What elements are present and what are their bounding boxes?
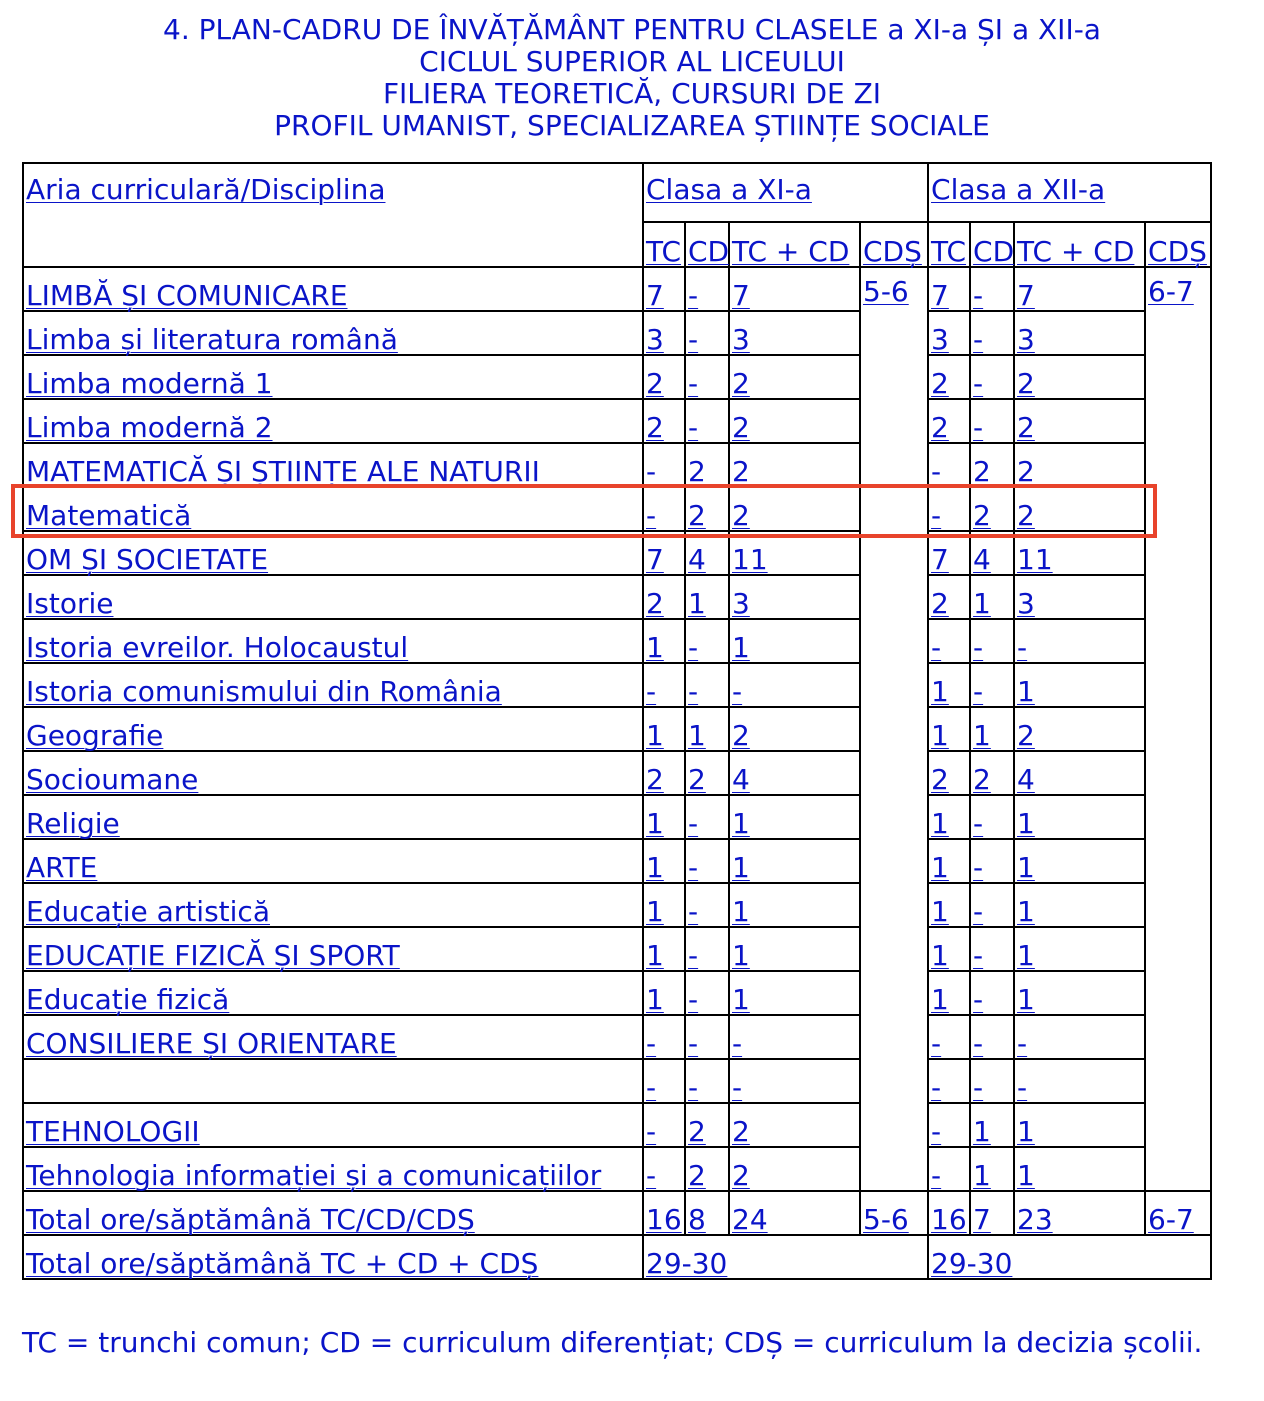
c12-tc-header: TC: [928, 222, 970, 267]
total-c11-cell: 5-6: [860, 1191, 928, 1235]
c11-cell: 2: [685, 1147, 729, 1191]
c11-cell: -: [685, 1059, 729, 1103]
row-label: TEHNOLOGII: [23, 1103, 643, 1147]
row-label: Educație artistică: [23, 883, 643, 927]
c12-cell: 1: [1014, 839, 1145, 883]
total-c11-cell: 16: [643, 1191, 685, 1235]
table-row: [23, 707, 1211, 751]
row-label: Geografie: [23, 707, 643, 751]
c12-cell: -: [970, 311, 1014, 355]
row-label: MATEMATICĂ ȘI ȘTIINȚE ALE NATURII: [23, 443, 643, 487]
c12-cell: -: [928, 487, 970, 531]
table-row: [23, 795, 1211, 839]
table-row: [23, 1059, 1211, 1103]
c11-cell: 2: [685, 443, 729, 487]
c11-cell: 2: [729, 1103, 860, 1147]
c12-cell: 3: [1014, 575, 1145, 619]
c11-cell: 1: [643, 619, 685, 663]
c12-cell: 1: [970, 1103, 1014, 1147]
c12-cell: 1: [1014, 795, 1145, 839]
table-row: [23, 1015, 1211, 1059]
c11-cell: -: [685, 399, 729, 443]
row-label: Limba modernă 2: [23, 399, 643, 443]
grand-total-row: [23, 1235, 1211, 1279]
c11-cell: 1: [729, 795, 860, 839]
c11-cell: -: [643, 1103, 685, 1147]
c12-cell: -: [970, 1059, 1014, 1103]
c11-cell: 1: [643, 795, 685, 839]
c12-cell: 1: [928, 839, 970, 883]
c11-cell: 2: [685, 487, 729, 531]
table-row: [23, 355, 1211, 399]
c12-cell: 1: [970, 575, 1014, 619]
c12-cds-cell: 6-7: [1145, 267, 1211, 1191]
row-label: Educație fizică: [23, 971, 643, 1015]
c11-cell: 2: [729, 355, 860, 399]
c11-cell: -: [643, 1059, 685, 1103]
c11-cell: 1: [643, 839, 685, 883]
c12-cell: 1: [1014, 971, 1145, 1015]
c11-cell: 2: [643, 575, 685, 619]
c11-cell: 4: [685, 531, 729, 575]
c12-cell: -: [970, 883, 1014, 927]
c11-cell: 3: [729, 311, 860, 355]
c11-tccd-header: TC + CD: [729, 222, 860, 267]
c12-cell: -: [928, 619, 970, 663]
row-label: Socioumane: [23, 751, 643, 795]
class11-header: Clasa a XI-a: [643, 163, 928, 222]
table-row: [23, 927, 1211, 971]
c12-cell: 1: [1014, 1103, 1145, 1147]
c12-cell: 3: [1014, 311, 1145, 355]
table-row: [23, 1103, 1211, 1147]
c11-cds-cell: 5-6: [860, 267, 928, 1191]
title-line-3: FILIERA TEORETICĂ, CURSURI DE ZI: [382, 77, 882, 110]
c11-cell: 2: [685, 751, 729, 795]
c11-cell: 7: [643, 531, 685, 575]
c11-cell: 1: [729, 971, 860, 1015]
c12-cell: 2: [928, 751, 970, 795]
c11-cell: 7: [643, 267, 685, 311]
c11-cell: 1: [643, 927, 685, 971]
c11-cell: 1: [729, 883, 860, 927]
c11-cell: -: [643, 443, 685, 487]
total-c12-cell: 7: [970, 1191, 1014, 1235]
table-row: [23, 883, 1211, 927]
total-c12-cell: 23: [1014, 1191, 1145, 1235]
c11-cell: 4: [729, 751, 860, 795]
row-label: EDUCAȚIE FIZICĂ ȘI SPORT: [23, 927, 643, 971]
c12-cell: -: [970, 399, 1014, 443]
table-row: [23, 971, 1211, 1015]
c11-cell: 3: [643, 311, 685, 355]
c11-cell: 2: [643, 751, 685, 795]
c11-cell: -: [729, 1015, 860, 1059]
row-label: Limba și literatura română: [23, 311, 643, 355]
c11-cell: -: [643, 1015, 685, 1059]
c11-cell: 1: [729, 619, 860, 663]
total-c12-cell: 16: [928, 1191, 970, 1235]
table-row: [23, 751, 1211, 795]
c11-cell: -: [685, 839, 729, 883]
c11-cell: 11: [729, 531, 860, 575]
table-row: [23, 839, 1211, 883]
c12-cell: -: [970, 267, 1014, 311]
c11-cell: -: [685, 311, 729, 355]
row-label: Istorie: [23, 575, 643, 619]
table-row: [23, 575, 1211, 619]
c11-cell: 2: [643, 399, 685, 443]
c11-cell: -: [685, 267, 729, 311]
c11-cd-header: CD: [685, 222, 729, 267]
c12-cell: 2: [1014, 487, 1145, 531]
c11-cell: 2: [729, 399, 860, 443]
c11-cell: 1: [643, 883, 685, 927]
c12-cell: -: [928, 1147, 970, 1191]
c11-cell: 2: [685, 1103, 729, 1147]
c12-cell: 2: [928, 355, 970, 399]
c12-cell: -: [970, 795, 1014, 839]
c12-cds-header: CDȘ: [1145, 222, 1211, 267]
c11-cell: 7: [729, 267, 860, 311]
table-row: [23, 1147, 1211, 1191]
c11-cell: 1: [643, 707, 685, 751]
total-c11-cell: 24: [729, 1191, 860, 1235]
c12-cell: 2: [970, 443, 1014, 487]
table-row: [23, 487, 1211, 531]
c11-cell: 3: [729, 575, 860, 619]
c12-cell: 3: [928, 311, 970, 355]
title-line-4: PROFIL UMANIST, SPECIALIZAREA ȘTIINȚE SOCIALE: [274, 109, 990, 142]
c12-cell: 7: [928, 531, 970, 575]
c12-cell: 2: [1014, 443, 1145, 487]
c12-cell: 1: [928, 707, 970, 751]
c12-cell: 7: [928, 267, 970, 311]
c11-cell: 2: [729, 707, 860, 751]
footnote: TC = trunchi comun; CD = curriculum diferențiat; CDȘ = curriculum la decizia școlii.: [22, 1326, 1203, 1359]
c11-cell: 2: [729, 1147, 860, 1191]
c11-cell: 2: [643, 355, 685, 399]
row-label: LIMBĂ ȘI COMUNICARE: [23, 267, 643, 311]
title-line-1: 4. PLAN-CADRU DE ÎNVĂȚĂMÂNT PENTRU CLASELE a XI-a ȘI a XII-a: [163, 13, 1101, 46]
c11-cell: -: [685, 971, 729, 1015]
c12-tccd-header: TC + CD: [1014, 222, 1145, 267]
total-c11-cell: 8: [685, 1191, 729, 1235]
c12-cell: 4: [1014, 751, 1145, 795]
document-title: [0, 14, 1264, 142]
c12-cell: -: [970, 927, 1014, 971]
c11-cell: -: [685, 883, 729, 927]
grand-total-c12: 29-30: [928, 1235, 1211, 1279]
c12-cell: -: [970, 355, 1014, 399]
c11-cell: -: [685, 927, 729, 971]
row-label: Religie: [23, 795, 643, 839]
row-label: Matematică: [23, 487, 643, 531]
title-line-2: CICLUL SUPERIOR AL LICEULUI: [419, 45, 845, 78]
c12-cell: -: [1014, 1059, 1145, 1103]
c12-cell: 2: [970, 751, 1014, 795]
c12-cell: 1: [928, 795, 970, 839]
c12-cell: -: [1014, 1015, 1145, 1059]
total-c12-cell: 6-7: [1145, 1191, 1211, 1235]
c12-cell: -: [970, 971, 1014, 1015]
table-row: [23, 267, 1211, 311]
c11-cell: -: [685, 1015, 729, 1059]
c11-tc-header: TC: [643, 222, 685, 267]
c11-cell: 1: [685, 707, 729, 751]
c12-cell: 7: [1014, 267, 1145, 311]
c11-cell: -: [729, 1059, 860, 1103]
table-row: [23, 311, 1211, 355]
c12-cell: 1: [928, 971, 970, 1015]
c12-cell: 2: [1014, 707, 1145, 751]
c11-cell: -: [685, 663, 729, 707]
c12-cell: -: [970, 1015, 1014, 1059]
c12-cell: 1: [928, 663, 970, 707]
header-row-classes: [23, 163, 1211, 222]
c12-cell: 2: [1014, 355, 1145, 399]
c12-cell: -: [1014, 619, 1145, 663]
c12-cell: -: [928, 1015, 970, 1059]
row-label: CONSILIERE ȘI ORIENTARE: [23, 1015, 643, 1059]
c12-cell: 1: [1014, 927, 1145, 971]
c12-cell: 2: [928, 399, 970, 443]
grand-total-c11: 29-30: [643, 1235, 928, 1279]
c12-cell: 1: [970, 707, 1014, 751]
c12-cell: 2: [970, 487, 1014, 531]
c11-cell: 1: [729, 927, 860, 971]
table-row: [23, 619, 1211, 663]
table-row: [23, 663, 1211, 707]
c11-cell: -: [643, 1147, 685, 1191]
curriculum-table: [22, 162, 1212, 1280]
c11-cell: -: [685, 619, 729, 663]
row-label: ARTE: [23, 839, 643, 883]
c11-cell: 1: [643, 971, 685, 1015]
total-label: Total ore/săptămână TC/CD/CDȘ: [23, 1191, 643, 1235]
row-label: OM ȘI SOCIETATE: [23, 531, 643, 575]
table-row: [23, 531, 1211, 575]
c11-cell: -: [643, 487, 685, 531]
c11-cell: -: [685, 355, 729, 399]
table-row: [23, 399, 1211, 443]
row-label: Istoria comunismului din România: [23, 663, 643, 707]
c12-cell: 11: [1014, 531, 1145, 575]
c12-cell: 4: [970, 531, 1014, 575]
c12-cell: 2: [928, 575, 970, 619]
total-row: [23, 1191, 1211, 1235]
row-label: Limba modernă 1: [23, 355, 643, 399]
c12-cell: -: [970, 839, 1014, 883]
c12-cell: 1: [970, 1147, 1014, 1191]
c11-cell: 2: [729, 443, 860, 487]
c11-cell: -: [685, 795, 729, 839]
c11-cell: -: [729, 663, 860, 707]
c12-cell: -: [970, 619, 1014, 663]
c11-cell: 1: [685, 575, 729, 619]
c11-cds-header: CDȘ: [860, 222, 928, 267]
grand-total-label: Total ore/săptămână TC + CD + CDȘ: [23, 1235, 643, 1279]
c11-cell: 2: [729, 487, 860, 531]
table-row: [23, 443, 1211, 487]
row-label: [23, 1059, 643, 1103]
c12-cell: 1: [1014, 883, 1145, 927]
c12-cd-header: CD: [970, 222, 1014, 267]
c12-cell: -: [928, 1059, 970, 1103]
c11-cell: 1: [729, 839, 860, 883]
c12-cell: -: [928, 1103, 970, 1147]
c12-cell: -: [928, 443, 970, 487]
c12-cell: 1: [1014, 663, 1145, 707]
class12-header: Clasa a XII-a: [928, 163, 1211, 222]
area-header: Aria curriculară/Disciplina: [23, 163, 643, 267]
c11-cell: -: [643, 663, 685, 707]
row-label: Istoria evreilor. Holocaustul: [23, 619, 643, 663]
c12-cell: 1: [928, 883, 970, 927]
row-label: Tehnologia informației și a comunicațiilor: [23, 1147, 643, 1191]
c12-cell: -: [970, 663, 1014, 707]
c12-cell: 1: [1014, 1147, 1145, 1191]
c12-cell: 2: [1014, 399, 1145, 443]
c12-cell: 1: [928, 927, 970, 971]
